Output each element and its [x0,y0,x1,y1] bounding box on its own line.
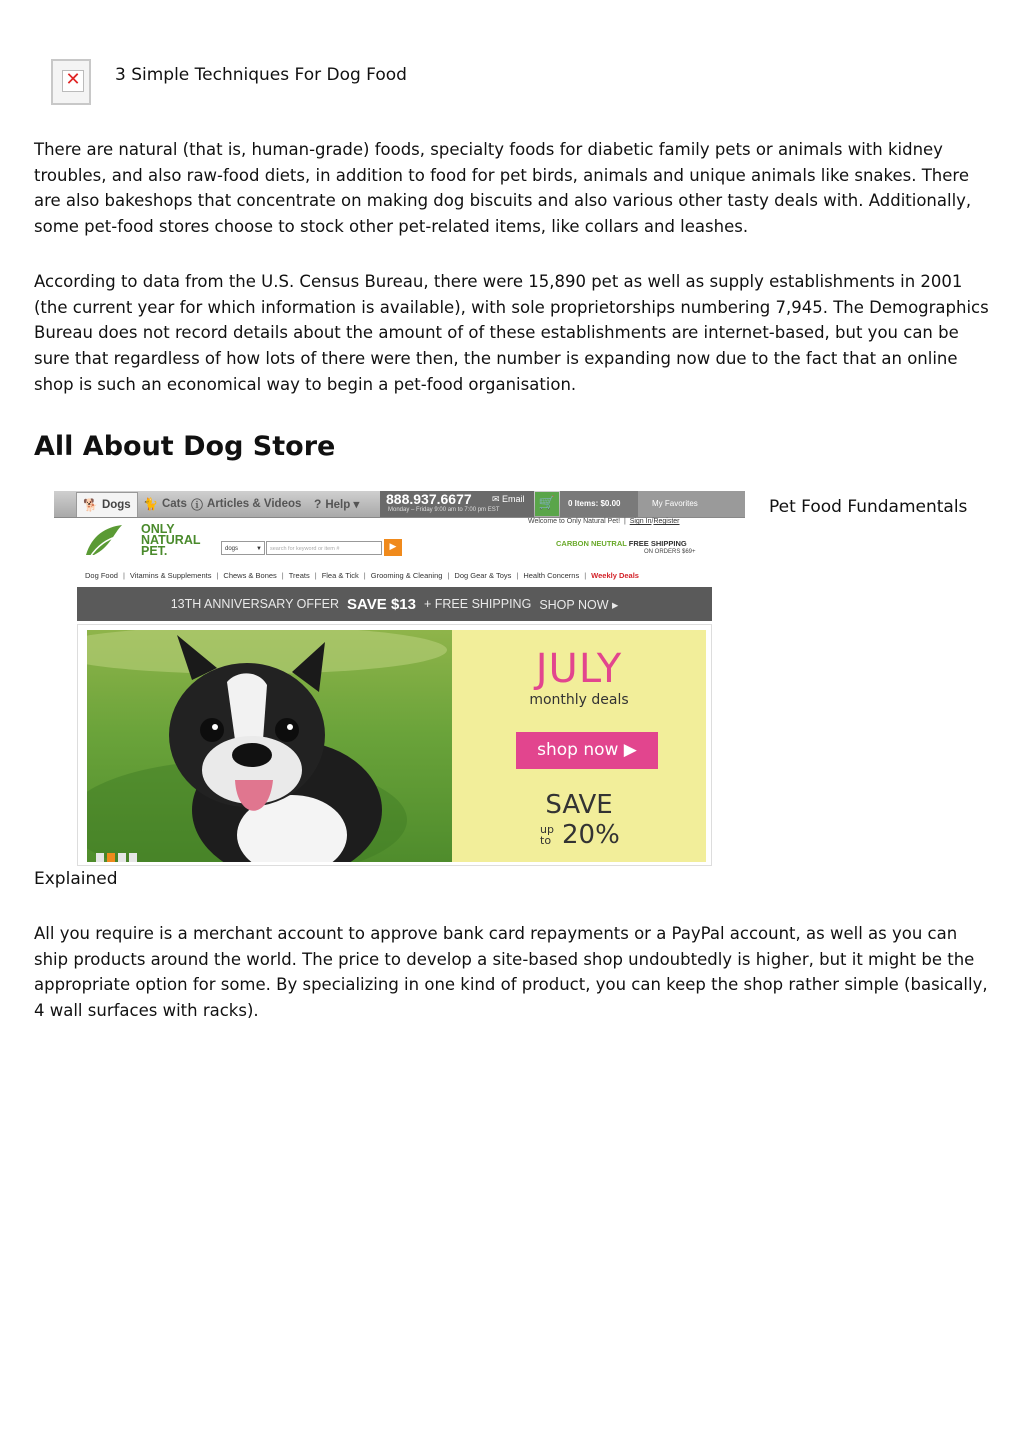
hero-banner[interactable] [77,624,712,866]
promo-panel[interactable] [452,630,706,862]
welcome-text: Welcome to Only Natural Pet! [528,518,621,525]
dog-photo [87,630,452,862]
store-top-bar [54,491,745,518]
phone-number: 888.937.6677 [386,491,472,507]
sign-in-link[interactable]: Sign In [629,518,652,525]
cat-icon: 🐈 [143,497,158,511]
store-logo[interactable]: ONLY NATURAL PET. [141,522,201,558]
carousel-dot-active[interactable] [107,853,115,862]
promo-percent: 20% [562,820,620,850]
dog-icon: 🐕 [83,498,98,512]
paragraph-census: According to data from the U.S. Census Bureau, there were 15,890 pet as well as supply establishments in 2001 (the current year for which information is available), with sole proprietorships numbering 7,945. The Demographics Bureau does not record details about the amount of of these establishments are internet-based, but you can be sure that regardless of how lots of there were then, the number is expanding now due to the fact that an online shop is such an economical way to begin a pet-food organisation. [34,272,989,394]
offer-save-text: SAVE $13 [347,595,416,613]
search-select-value: dogs [225,546,239,552]
tab-articles-label: Articles & Videos [207,498,302,510]
category-nav: Dog Food | Vitamins & Supplements | Chews & Bones | Treats | Flea & Tick | Grooming & Cleaning | Dog Gear & Toys | Health Concerns | Weekly Deals [85,571,639,580]
paragraph-merchant: All you require is a merchant account to approve bank card repayments or a PayPal account, as well as you can ship products around the world. The price to develop a site-based shop undoubtedly is higher, but it might be the appropriate option for some. By specializing in one kind of product, you can keep the shop rather simple (basically, 4 wall surfaces with racks). [34,924,988,1021]
nav-flea-tick[interactable]: Flea & Tick [321,571,359,580]
nav-gear-toys[interactable]: Dog Gear & Toys [454,571,512,580]
tab-cats-label: Cats [161,498,187,510]
explained-label: Explained [34,869,118,889]
welcome-bar: Welcome to Only Natural Pet! | Sign In/Register [528,518,680,525]
cart-icon[interactable]: 🛒 [535,492,559,516]
carousel-dots[interactable] [96,853,137,862]
hours-text: Monday – Friday 9:00 am to 7:00 pm EST [388,507,500,513]
carbon-neutral-badge [556,539,687,548]
carousel-dot[interactable] [96,853,104,862]
anniversary-offer-banner[interactable] [77,587,712,621]
register-link[interactable]: Register [653,518,680,525]
image-caption: Pet Food Fundamentals [769,497,968,517]
help-icon: ? [314,497,322,511]
free-shipping-text: FREE SHIPPING [628,539,687,548]
chevron-down-icon: ▼ [256,546,262,552]
nav-health[interactable]: Health Concerns [523,571,580,580]
paragraph-intro: There are natural (that is, human-grade) foods, specialty foods for diabetic family pets or animals with kidney troubles, and also raw-food diets, in addition to food for pet birds, animals and unique animals like snakes. There are also bakeshops that concentrate on making dog biscuits and also various other tasty deals with. Additionally, some pet-food stores choose to stock other pet-related items, like collars and leashes. [34,140,972,237]
tab-dogs[interactable] [76,492,138,517]
nav-vitamins[interactable]: Vitamins & Supplements [129,571,212,580]
search-input[interactable]: search for keyword or item # [266,541,382,555]
tab-articles-videos[interactable] [185,493,307,515]
carousel-dot[interactable] [118,853,126,862]
store-screenshot [54,491,745,866]
page-title: 3 Simple Techniques For Dog Food [115,65,407,85]
search-category-select[interactable] [221,541,265,555]
tab-dogs-label: Dogs [101,499,131,511]
french-bulldog-image [87,630,452,862]
nav-treats[interactable]: Treats [288,571,310,580]
info-icon: ⓘ [191,497,204,512]
promo-month: JULY [535,646,623,692]
nav-dog-food[interactable]: Dog Food [85,571,118,580]
promo-save: SAVE [545,790,613,820]
shop-now-button[interactable]: shop now ▶ [516,732,658,769]
promo-upto: up to [540,823,554,847]
cart-items[interactable]: 0 Items: $0.00 [560,491,638,517]
section-heading: All About Dog Store [34,431,336,462]
phone-box[interactable] [380,491,534,517]
offer-shop-now[interactable]: SHOP NOW ▸ [539,597,619,612]
broken-image-icon: ✕ [51,59,91,105]
nav-weekly-deals[interactable]: Weekly Deals [591,571,639,580]
leaf-logo-icon[interactable] [84,523,124,559]
promo-subtitle: monthly deals [529,692,629,708]
search-go-button[interactable]: ▶ [384,539,402,556]
carousel-dot[interactable] [129,853,137,862]
email-label: Email [502,494,525,504]
carbon-neutral-text: CARBON NEUTRAL [556,539,627,548]
tab-help[interactable] [308,493,365,515]
email-link[interactable]: ✉ Email [492,494,525,504]
shipping-threshold: ON ORDERS $69+ [644,549,696,555]
tab-help-label: Help ▾ [325,499,360,511]
nav-grooming[interactable]: Grooming & Cleaning [370,571,443,580]
nav-chews-bones[interactable]: Chews & Bones [223,571,277,580]
offer-post-text: + FREE SHIPPING [423,597,532,611]
offer-pre-text: 13TH ANNIVERSARY OFFER [170,597,340,611]
favorites-link[interactable]: My Favorites [638,491,745,517]
